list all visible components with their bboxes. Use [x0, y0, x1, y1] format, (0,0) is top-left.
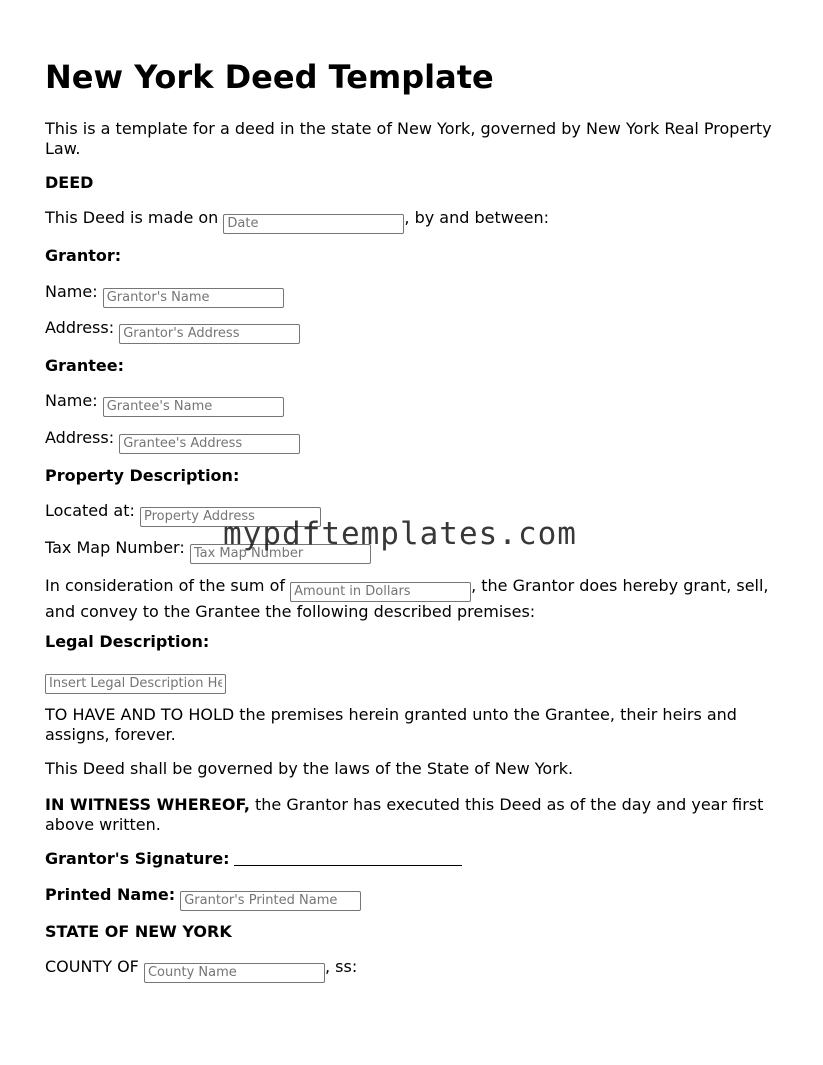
signature-label: Grantor's Signature: — [45, 849, 230, 868]
grantor-address-input[interactable] — [119, 324, 300, 344]
watermark: mypdftemplates.com — [223, 516, 577, 552]
county-line — [45, 957, 790, 983]
state-heading: STATE OF NEW YORK — [45, 922, 232, 941]
governing-law-paragraph: This Deed shall be governed by the laws of the State of New York. — [45, 759, 574, 778]
consideration-after-text: , the Grantor does hereby grant, sell, and convey to the Grantee the following described premises: — [45, 576, 769, 621]
habendum-paragraph: TO HAVE AND TO HOLD the premises herein granted unto the Grantee, their heirs and assigns, forever. — [45, 705, 737, 744]
legal-description-input[interactable] — [45, 674, 226, 694]
deed-heading: DEED — [45, 173, 94, 192]
grantee-address-input[interactable] — [119, 434, 300, 454]
witness-text: the Grantor has executed this Deed as of the day and year first above written. — [45, 795, 764, 834]
grantee-address-line — [45, 428, 790, 454]
grantee-heading: Grantee: — [45, 356, 124, 375]
page-title: New York Deed Template — [45, 58, 494, 96]
county-label: COUNTY OF — [45, 957, 139, 976]
county-after-text: , ss: — [324, 957, 358, 976]
amount-input[interactable] — [290, 582, 471, 602]
made-on-line — [45, 208, 790, 234]
printed-name-label: Printed Name: — [45, 885, 176, 904]
witness-paragraph — [45, 795, 790, 835]
tax-map-label: Tax Map Number: — [45, 538, 185, 557]
signature-blank[interactable] — [234, 851, 462, 866]
grantor-name-input[interactable] — [103, 288, 284, 308]
grantee-name-input[interactable] — [103, 397, 284, 417]
signature-line — [45, 849, 790, 869]
made-on-after-text: , by and between: — [404, 208, 550, 227]
consideration-text: In consideration of the sum of — [45, 576, 285, 595]
grantor-address-label: Address: — [45, 318, 115, 337]
grantor-name-line — [45, 282, 790, 308]
grantor-address-line — [45, 318, 790, 344]
grantor-name-label: Name: — [45, 282, 98, 301]
legal-description-line — [45, 668, 790, 694]
consideration-paragraph — [45, 576, 790, 622]
intro-paragraph: This is a template for a deed in the state of New York, governed by New York Real Property Law. — [45, 119, 772, 158]
printed-name-line — [45, 885, 790, 911]
witness-bold-text: IN WITNESS WHEREOF, — [45, 795, 250, 814]
grantee-name-label: Name: — [45, 391, 98, 410]
made-on-text: This Deed is made on — [45, 208, 219, 227]
located-at-label: Located at: — [45, 501, 135, 520]
grantee-name-line — [45, 391, 790, 417]
county-input[interactable] — [144, 963, 325, 983]
legal-heading: Legal Description: — [45, 632, 210, 651]
grantor-heading: Grantor: — [45, 246, 122, 265]
property-heading: Property Description: — [45, 466, 240, 485]
printed-name-input[interactable] — [180, 891, 361, 911]
grantee-address-label: Address: — [45, 428, 115, 447]
date-input[interactable] — [223, 214, 404, 234]
